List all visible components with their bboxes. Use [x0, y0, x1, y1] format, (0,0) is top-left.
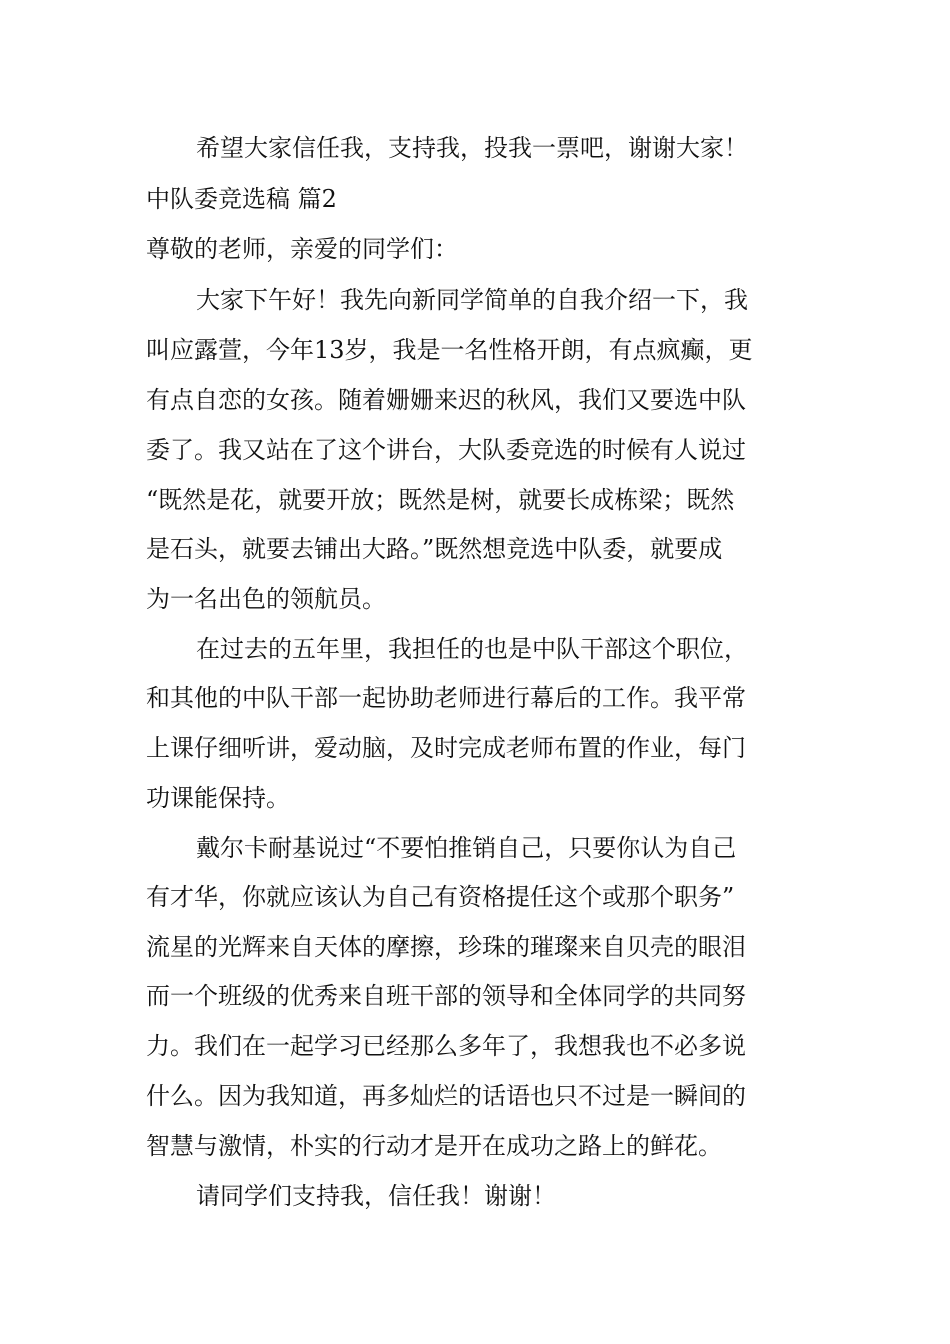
- salutation: 尊敬的老师，亲爱的同学们：: [146, 235, 458, 263]
- body-line: 委了。我又站在了这个讲台，大队委竞选的时候有人说过: [146, 436, 746, 464]
- body-line: 在过去的五年里，我担任的也是中队干部这个职位，: [196, 635, 748, 663]
- body-line: 有才华，你就应该认为自己有资格提任这个或那个职务”: [146, 883, 735, 911]
- body-line: 大家下午好！我先向新同学简单的自我介绍一下，我: [196, 286, 748, 314]
- body-line: 功课能保持。: [146, 784, 290, 812]
- body-line: 叫应露萱，今年13岁，我是一名性格开朗，有点疯癫，更: [146, 336, 753, 364]
- closing-line: 希望大家信任我，支持我，投我一票吧，谢谢大家！: [196, 134, 748, 162]
- body-line: 戴尔卡耐基说过“不要怕推销自己，只要你认为自己: [196, 834, 737, 862]
- body-line: 力。我们在一起学习已经那么多年了，我想我也不必多说: [146, 1032, 746, 1060]
- body-line: 为一名出色的领航员。: [146, 585, 386, 613]
- body-line: 是石头，就要去铺出大路。”既然想竞选中队委，就要成: [146, 535, 723, 563]
- body-line: 智慧与激情，朴实的行动才是开在成功之路上的鲜花。: [146, 1132, 722, 1160]
- body-line: 上课仔细听讲，爱动脑，及时完成老师布置的作业，每门: [146, 734, 746, 762]
- body-line: 和其他的中队干部一起协助老师进行幕后的工作。我平常: [146, 684, 746, 712]
- closing-thanks: 请同学们支持我，信任我！谢谢！: [196, 1182, 556, 1210]
- body-line: 有点自恋的女孩。随着姗姗来迟的秋风，我们又要选中队: [146, 386, 746, 414]
- body-line: 而一个班级的优秀来自班干部的领导和全体同学的共同努: [146, 982, 746, 1010]
- body-line: 流星的光辉来自天体的摩擦，珍珠的璀璨来自贝壳的眼泪: [146, 933, 746, 961]
- section-heading: 中队委竞选稿 篇2: [146, 185, 337, 213]
- body-line: 什么。因为我知道，再多灿烂的话语也只不过是一瞬间的: [146, 1082, 746, 1110]
- body-line: “既然是花，就要开放；既然是树，就要长成栋梁；既然: [146, 486, 735, 514]
